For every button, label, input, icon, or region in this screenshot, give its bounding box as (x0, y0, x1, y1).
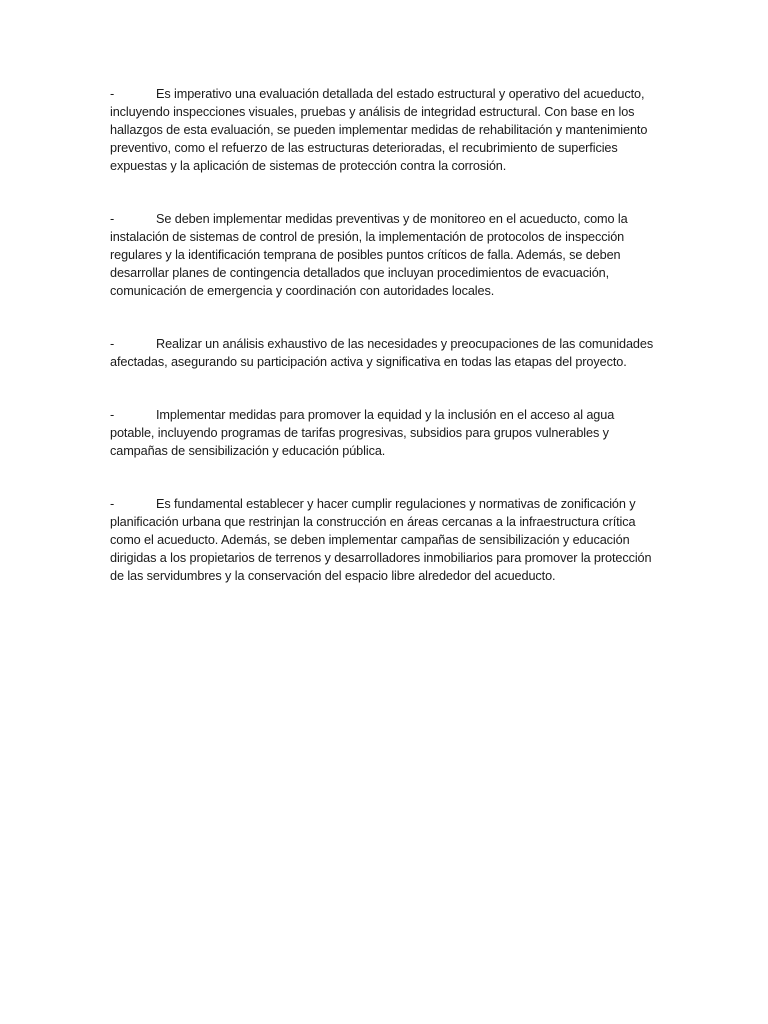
list-item-text: Es imperativo una evaluación detallada del estado estructural y operativo del acueducto, incluyendo inspecciones visuales, pruebas y análisis de integridad estructural. Con base en los hallazgos de esta evaluación, se pueden implementar medidas de rehabilitación y mantenimiento preventivo, como el refuerzo de las estructuras deterioradas, el recubrimiento de superficies expuestas y la aplicación de sistemas de protección contra la corrosión. (110, 87, 648, 173)
list-item-text: Es fundamental establecer y hacer cumplir regulaciones y normativas de zonificación y planificación urbana que restrinjan la construcción en áreas cercanas a la infraestructura crítica como el acueducto. Además, se deben implementar campañas de sensibilización y educación dirigidas a los propietarios de terrenos y desarrolladores inmobiliarios para promover la protección de las servidumbres y la conservación del espacio libre alrededor del acueducto. (110, 497, 652, 583)
list-item-text: Implementar medidas para promover la equidad y la inclusión en el acceso al agua potable, incluyendo programas de tarifas progresivas, subsidios para grupos vulnerables y campañas de sensibilización y educación pública. (110, 408, 615, 458)
list-bullet: - (110, 212, 115, 226)
list-item (110, 406, 658, 460)
list-bullet: - (110, 497, 115, 511)
list-item-text: Realizar un análisis exhaustivo de las necesidades y preocupaciones de las comunidades afectadas, asegurando su participación activa y significativa en todas las etapas del proyecto. (110, 337, 654, 369)
list-item (110, 85, 658, 175)
list-item (110, 210, 658, 300)
list-bullet: - (110, 408, 115, 422)
list-item-text: Se deben implementar medidas preventivas y de monitoreo en el acueducto, como la instalación de sistemas de control de presión, la implementación de protocolos de inspección regulares y la identificación temprana de posibles puntos críticos de falla. Además, se deben desarrollar planes de contingencia detallados que incluyan procedimientos de evacuación, comunicación de emergencia y coordinación con autoridades locales. (110, 212, 628, 298)
list-item (110, 495, 658, 585)
list-item (110, 335, 658, 371)
list-bullet: - (110, 87, 115, 101)
list-bullet: - (110, 337, 115, 351)
